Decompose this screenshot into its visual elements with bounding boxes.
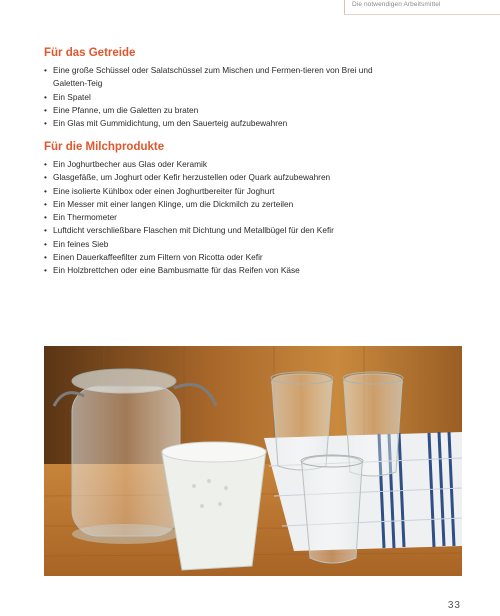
kitchen-jars-photo xyxy=(44,346,462,576)
list-item: • Einen Dauerkaffeefilter zum Filtern von Ricotta oder Kefir xyxy=(44,251,374,264)
header-divider xyxy=(344,0,345,14)
section-grain xyxy=(44,47,374,130)
section-dairy xyxy=(44,141,374,278)
header-underline xyxy=(344,14,500,15)
section-title-dairy: Für die Milchprodukte xyxy=(44,141,165,153)
list-item: • Ein Thermometer xyxy=(44,211,374,224)
list-item: • Ein feines Sieb xyxy=(44,238,374,251)
list-item: • Luftdicht verschließbare Flaschen mit Dichtung und Metallbügel für den Kefir xyxy=(44,224,374,237)
grain-list xyxy=(44,64,374,130)
list-item: • Eine große Schüssel oder Salatschüssel zum Mischen und Fermen-tieren von Brei und Galetten-Teig xyxy=(44,64,374,91)
list-item: • Eine isolierte Kühlbox oder einen Joghurtbereiter für Joghurt xyxy=(44,185,374,198)
running-header: Die notwendigen Arbeitsmittel xyxy=(352,1,441,8)
list-item: • Ein Joghurtbecher aus Glas oder Keramik xyxy=(44,158,374,171)
page-number: 33 xyxy=(447,600,461,611)
list-item: • Ein Glas mit Gummidichtung, um den Sauerteig aufzubewahren xyxy=(44,117,374,130)
list-item: • Ein Spatel xyxy=(44,91,374,104)
dairy-list xyxy=(44,158,374,278)
list-item: • Eine Pfanne, um die Galetten zu braten xyxy=(44,104,374,117)
section-title-grain: Für das Getreide xyxy=(44,47,136,59)
list-item: • Glasgefäße, um Joghurt oder Kefir herzustellen oder Quark aufzubewahren xyxy=(44,171,374,184)
list-item: • Ein Holzbrettchen oder eine Bambusmatte für das Reifen von Käse xyxy=(44,264,374,277)
list-item: • Ein Messer mit einer langen Klinge, um die Dickmilch zu zerteilen xyxy=(44,198,374,211)
